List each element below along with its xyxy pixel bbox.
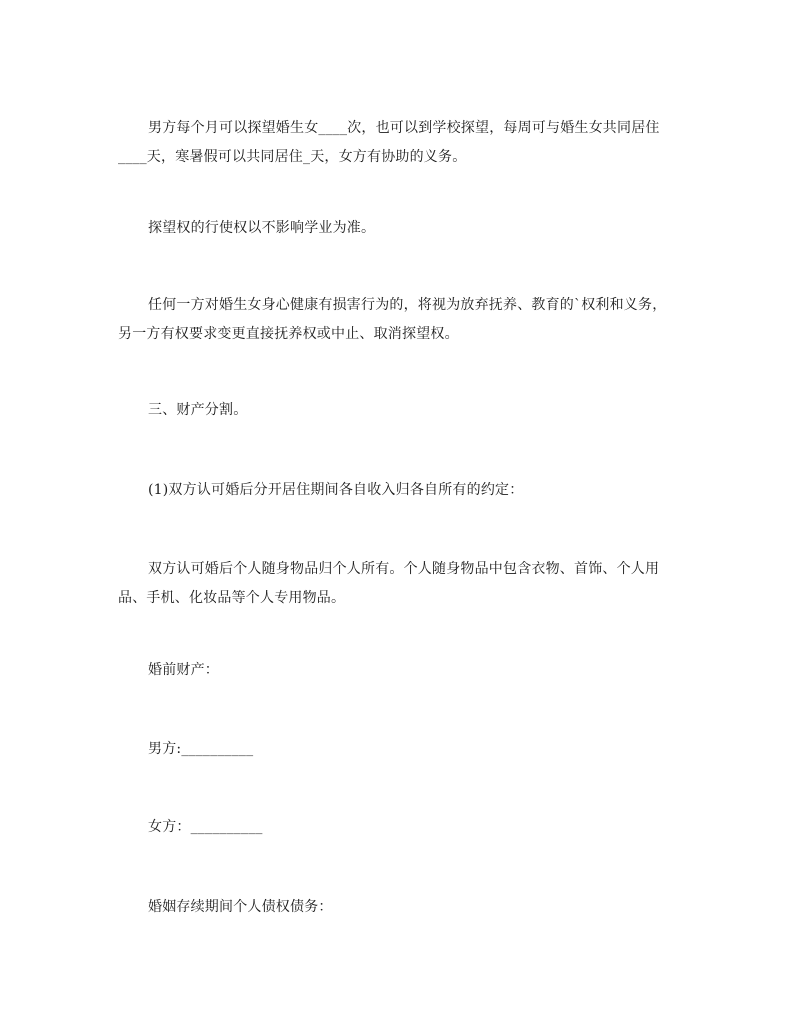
paragraph-personal-belongings: 双方认可婚后个人随身物品归个人所有。个人随身物品中包含衣物、首饰、个人用品、手机、化妆品等个人专用物品。 — [118, 561, 660, 606]
label-marital-debts: 婚姻存续期间个人债权债务： — [148, 899, 333, 915]
field-husband-property: 男方:__________ — [148, 741, 254, 757]
label-premarital-property: 婚前财产： — [148, 662, 219, 678]
field-wife-property: 女方：__________ — [148, 819, 263, 835]
paragraph-income-agreement: (1)双方认可婚后分开居住期间各自收入归各自所有的约定： — [148, 482, 524, 498]
paragraph-visitation-condition: 探望权的行使权以不影响学业为准。 — [148, 220, 376, 236]
paragraph-harm-clause: 任何一方对婚生女身心健康有损害行为的，将视为放弃抚养、教育的`权利和义务，另一方有权要求变更直接抚养权或中止、取消探望权。 — [118, 297, 667, 342]
paragraph-visitation-frequency: 男方每个月可以探望婚生女____次，也可以到学校探望，每周可与婚生女共同居住____天，寒暑假可以共同居住_天，女方有协助的义务。 — [118, 120, 660, 165]
section-heading-property-division: 三、财产分割。 — [148, 402, 248, 418]
